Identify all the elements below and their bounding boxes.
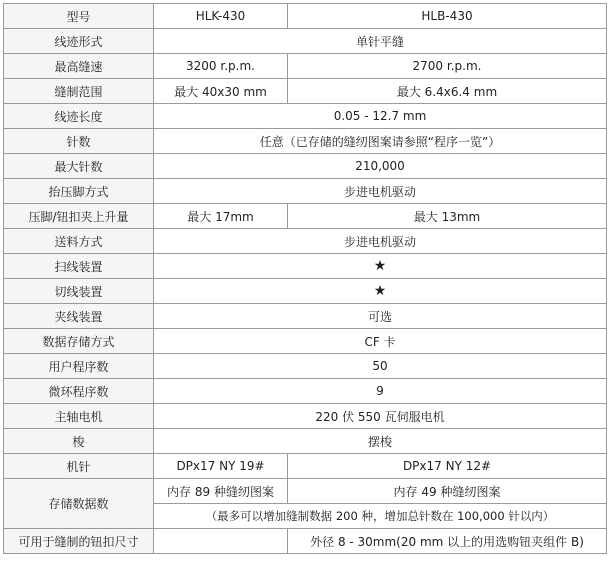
table-row xyxy=(4,329,607,354)
table-row xyxy=(4,254,607,279)
row-value: 任意（已存储的缝纫图案请参照“程序一览”） xyxy=(154,129,607,154)
model-b-value: 内存 49 种缝纫图案 xyxy=(288,479,607,504)
row-value: 摆梭 xyxy=(154,429,607,454)
model-b-cell: HLB-430 xyxy=(288,4,607,29)
table-row xyxy=(4,104,607,129)
model-a-value xyxy=(154,529,288,554)
table-row xyxy=(4,454,607,479)
row-label: 机针 xyxy=(4,454,154,479)
row-value: 50 xyxy=(154,354,607,379)
row-label: 最高缝速 xyxy=(4,54,154,79)
row-value: 步进电机驱动 xyxy=(154,229,607,254)
row-label: 主轴电机 xyxy=(4,404,154,429)
specification-table xyxy=(3,3,607,554)
row-value: 210,000 xyxy=(154,154,607,179)
row-label: 压脚/钮扣夹上升量 xyxy=(4,204,154,229)
row-value: 步进电机驱动 xyxy=(154,179,607,204)
model-b-value: 2700 r.p.m. xyxy=(288,54,607,79)
row-label: 线迹长度 xyxy=(4,104,154,129)
row-label: 微环程序数 xyxy=(4,379,154,404)
row-label: 线迹形式 xyxy=(4,29,154,54)
model-a-cell: HLK-430 xyxy=(154,4,288,29)
model-b-value: DPx17 NY 12# xyxy=(288,454,607,479)
model-b-value: 外径 8 - 30mm(20 mm 以上的用选购钮夹组件 B) xyxy=(288,529,607,554)
table-row-model xyxy=(4,4,607,29)
row-label: 扫线装置 xyxy=(4,254,154,279)
table-row xyxy=(4,354,607,379)
row-label: 缝制范围 xyxy=(4,79,154,104)
table-row xyxy=(4,29,607,54)
table-row xyxy=(4,54,607,79)
table-row xyxy=(4,179,607,204)
row-value: 可选 xyxy=(154,304,607,329)
row-value: 单针平缝 xyxy=(154,29,607,54)
row-value: 220 伏 550 瓦伺服电机 xyxy=(154,404,607,429)
table-row xyxy=(4,529,607,554)
row-label: 切线装置 xyxy=(4,279,154,304)
row-value: 0.05 - 12.7 mm xyxy=(154,104,607,129)
table-row xyxy=(4,129,607,154)
model-b-value: 最大 6.4x6.4 mm xyxy=(288,79,607,104)
model-a-value: 内存 89 种缝纫图案 xyxy=(154,479,288,504)
row-label: 送料方式 xyxy=(4,229,154,254)
row-label: 夹线装置 xyxy=(4,304,154,329)
row-label: 数据存储方式 xyxy=(4,329,154,354)
row-label: 针数 xyxy=(4,129,154,154)
table-row xyxy=(4,79,607,104)
model-b-value: 最大 13mm xyxy=(288,204,607,229)
row-label: 最大针数 xyxy=(4,154,154,179)
row-label: 型号 xyxy=(4,4,154,29)
row-label: 梭 xyxy=(4,429,154,454)
table-row xyxy=(4,304,607,329)
model-a-value: 3200 r.p.m. xyxy=(154,54,288,79)
table-row xyxy=(4,229,607,254)
table-row xyxy=(4,429,607,454)
row-label: 存储数据数 xyxy=(4,479,154,529)
row-label: 可用于缝制的钮扣尺寸 xyxy=(4,529,154,554)
model-a-value: 最大 17mm xyxy=(154,204,288,229)
table-row-storage xyxy=(4,479,607,504)
row-value: CF 卡 xyxy=(154,329,607,354)
row-label: 抬压脚方式 xyxy=(4,179,154,204)
table-row xyxy=(4,379,607,404)
row-label: 用户程序数 xyxy=(4,354,154,379)
table-row xyxy=(4,204,607,229)
model-a-value: DPx17 NY 19# xyxy=(154,454,288,479)
table-row xyxy=(4,279,607,304)
table-row xyxy=(4,154,607,179)
model-a-value: 最大 40x30 mm xyxy=(154,79,288,104)
table-row xyxy=(4,404,607,429)
row-value: 9 xyxy=(154,379,607,404)
star-icon: ★ xyxy=(154,254,607,279)
storage-note: （最多可以增加缝制数据 200 种，增加总针数在 100,000 针以内） xyxy=(154,504,607,529)
star-icon: ★ xyxy=(154,279,607,304)
